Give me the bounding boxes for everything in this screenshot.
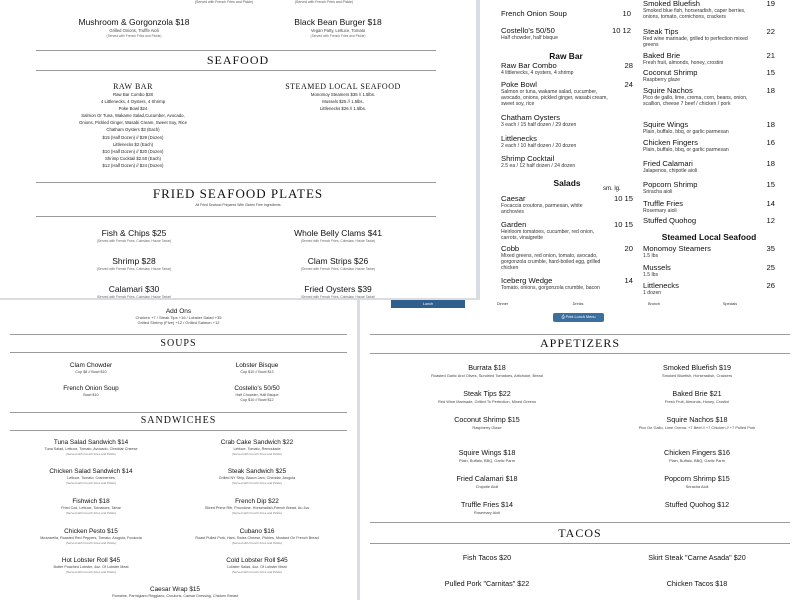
menu-item: Littlenecks 2 each / 10 half dozen / 20 dozen bbox=[501, 134, 577, 149]
menu-item: Truffle Fries 14 Rosemary aioli bbox=[643, 199, 775, 214]
menu-item: Littlenecks 26 1 dozen bbox=[643, 281, 775, 296]
divider bbox=[10, 334, 347, 335]
menu-item: Steak Tips 22 Red wine marinade, grilled to perfection mixed greens bbox=[643, 27, 775, 48]
divider bbox=[370, 334, 790, 335]
menu-item: Squire Nachos 18 Pico de gallo, lime, crema, corn, beans, onion, scallion, cheese 7 beef / chicken / pork bbox=[643, 86, 775, 107]
menu-item: Popcorn Shrimp 15 Sriracha aioli bbox=[643, 180, 775, 195]
menu-panel-printed-menu bbox=[480, 0, 800, 300]
section-title-salads: Salads bbox=[553, 178, 581, 188]
menu-item: Shrimp Cocktail 2.5 ea / 12 half dozen / 24 dozen bbox=[501, 154, 576, 169]
menu-item: Squire Wings $18 Plain, Buffalo, BBQ, Garlic Parm bbox=[458, 448, 516, 463]
salad-sizes: sm. lg. bbox=[603, 186, 621, 192]
print-label: Print Lunch Menu bbox=[565, 315, 596, 319]
section-title-raw-bar: Raw Bar bbox=[549, 51, 583, 61]
menu-item: Steak Sandwich $25 Grilled NY Strip, Bacon Jam, Cheddar, Arugula (Served with French Fries and Pickle) bbox=[218, 468, 296, 485]
divider bbox=[370, 353, 790, 354]
menu-item: Cubano $16 Roast Pulled Pork, Ham, Swiss Cheese, Pickles, Mustard On French Bread (Served with French Fries and Pickle) bbox=[195, 528, 319, 545]
menu-item: Monomoy Steamers 35 1.5 lbs bbox=[643, 244, 775, 259]
menu-item: French Dip $22 Sliced Prime Rib, Provolone, Horseradish,French Bread, Au Jus (Served with French Fries and Pickle) bbox=[204, 498, 310, 515]
menu-item: Fried Oysters $39 (Served with French Fries, Coleslaw, House Tartar) bbox=[300, 284, 376, 298]
menu-item: Iceberg Wedge 14 Tomato, onions, gorgonzola crumble, bacon bbox=[501, 276, 633, 291]
menu-item: Coconut Shrimp 15 Raspberry glaze bbox=[643, 68, 775, 83]
menu-item: Skirt Steak "Carne Asada" $20 bbox=[648, 553, 746, 562]
section-title-soups: SOUPS bbox=[160, 338, 197, 349]
menu-item: Tuna Salad Sandwich $14 Tuna Salad, Lettuce, Tomato, Avocado, Cheddar Cheese (Served with French Fries and Pickle) bbox=[44, 439, 138, 456]
menu-item: Whole Belly Clams $41 (Served with French Fries, Coleslaw, House Tartar) bbox=[294, 228, 382, 243]
section-title-appetizers: APPETIZERS bbox=[539, 336, 620, 350]
menu-item: Chicken Pesto $15 Mozzarella, Roasted Red Peppers, Tomato, Arugula, Focaccia (Served with French Fries and Pickle) bbox=[40, 528, 142, 545]
divider bbox=[36, 50, 436, 51]
menu-item: Fish Tacos $20 bbox=[462, 553, 512, 562]
menu-item: Cold Lobster Roll $45 Lobster Salad, 4oz. Of Lobster Meat (Served with French Fries and Pickle) bbox=[226, 557, 288, 574]
menu-item: Popcorn Shrimp $15 Sriracha Aioli bbox=[664, 474, 730, 489]
serve-note: (Served with French Fries and Pickle) bbox=[294, 0, 354, 4]
fried-note: All Fried Seafood Prepared With Gluten Free Ingredients bbox=[195, 203, 281, 207]
menu-item: Coconut Shrimp $15 Raspberry Glaze bbox=[454, 415, 520, 430]
divider bbox=[370, 543, 790, 544]
divider bbox=[10, 430, 347, 431]
menu-panel-lunch-web bbox=[360, 300, 800, 600]
menu-item: Raw Bar Combo 28 4 littlenecks, 4 oysters, 4 shrimp bbox=[501, 61, 633, 76]
tab-drinks[interactable]: Drinks bbox=[572, 302, 584, 306]
menu-item: Squire Nachos $18 Pico De Gallo, Lime Crema, +7 Beef // +7 Chicken // +7 Pulled Pork bbox=[638, 415, 756, 430]
menu-item: Smoked Bluefish 19 Smoked blue fish, horseradish, caper berries, onions, tomato, cornichons, crackers bbox=[643, 0, 775, 20]
menu-item: Calamari $30 (Served with French Fries, Coleslaw, House Tartar) bbox=[96, 284, 172, 298]
menu-item: Caesar 10 15 Focaccia croutons, parmesan, white anchovies bbox=[501, 194, 633, 215]
section-title-fried-seafood: FRIED SEAFOOD PLATES bbox=[152, 186, 324, 201]
menu-item: Hot Lobster Roll $45 Butter Poached Lobster, 4oz. Of Lobster Meat (Served with French Fries and Pickle) bbox=[53, 557, 129, 574]
section-title-steamed-local-seafood: Steamed Local Seafood bbox=[661, 232, 757, 242]
menu-item: Garden 10 15 Heirloom tomatoes, cucumber, red onion, carrots, vinaigrette bbox=[501, 220, 633, 241]
menu-item: Lobster Bisque Cup $10 // Bowl $13 bbox=[235, 362, 279, 374]
menu-item: Chicken Fingers 16 Plain, buffalo, bbq, or garlic parmesan bbox=[643, 138, 775, 153]
menu-item: Poke Bowl 24 Salmon or tuna, wakame salad, cucumber, avocado, onions, pickled ginger, wasabi cream, sweet soy, rice bbox=[501, 80, 633, 107]
menu-item: Squire Wings 18 Plain, buffalo, bbq, or garlic parmesan bbox=[643, 120, 775, 135]
menu-item: Costello's 50/50 Half Chowder, Half Bisque Cup $10 // Bowl $12 bbox=[234, 385, 280, 402]
add-ons-title: Add Ons bbox=[165, 308, 192, 315]
menu-item: Stuffed Quohog $12 bbox=[664, 500, 730, 509]
menu-item: Crab Cake Sandwich $22 Lettuce, Tomato, Remoulade (Served with French Fries and Pickle) bbox=[220, 439, 294, 456]
menu-item: Burrata $18 Roasted Garlic And Olives, Sundried Tomatoes, Artichoke, Bread bbox=[431, 363, 543, 378]
menu-item: Chicken Fingers $16 Plain, Buffalo, BBQ, Garlic Parm bbox=[664, 448, 730, 463]
divider bbox=[36, 216, 436, 217]
menu-item: Black Bean Burger $18 Vegan Patty, Lettuce, Tomato (Served with French Fries and Pickle) bbox=[294, 17, 382, 38]
menu-item: Baked Brie $21 Fresh Fruit, Almonds, Honey, Crostini bbox=[664, 389, 730, 404]
menu-item: Stuffed Quohog 12 bbox=[643, 216, 775, 225]
print-lunch-menu-button[interactable] bbox=[553, 313, 604, 322]
raw-bar-title: RAW BAR bbox=[113, 82, 153, 91]
menu-item: Truffle Fries $14 Rosemary Aioli bbox=[461, 500, 513, 515]
menu-item: Fishwich $18 Fried Cod, Lettuce, Tomatoes, Tartar (Served with French Fries and Pickle) bbox=[61, 498, 121, 515]
menu-item: Chatham Oysters 3 each / 15 half dozen / 29 dozen bbox=[501, 113, 577, 128]
tab-brunch[interactable]: Brunch bbox=[647, 302, 661, 306]
tab-specials[interactable]: Specials bbox=[722, 302, 738, 306]
section-title-tacos: TACOS bbox=[558, 526, 602, 540]
menu-item: French Onion Soup 10 bbox=[501, 9, 631, 18]
menu-item: Pulled Pork "Carnitas" $22 bbox=[444, 579, 530, 588]
divider bbox=[36, 70, 436, 71]
menu-item: Caesar Wrap $15 Romaine, Parmigiano Reggiano, Croutons, Caesar Dressing, Chicken Breast bbox=[112, 586, 238, 598]
steamed-seafood-block: STEAMED LOCAL SEAFOOD Monomoy Steamers $35 // 1.5lbs. Mussels $25 // 1.5lbs. Littlenecks $26 // 1.5lbs. bbox=[268, 82, 418, 112]
menu-item: Fish & Chips $25 (Served with French Fries, Coleslaw, House Tartar) bbox=[96, 228, 172, 243]
menu-item: Mussels 25 1.5 lbs bbox=[643, 263, 775, 278]
divider bbox=[36, 182, 436, 183]
menu-item: Chicken Salad Sandwich $14 Lettuce, Tomato, Cranberries (Served with French Fries and Pickle) bbox=[49, 468, 133, 485]
steamed-seafood-title: STEAMED LOCAL SEAFOOD bbox=[285, 82, 401, 91]
menu-item: Fried Calamari 18 Jalapenos, chipotle aioli bbox=[643, 159, 775, 174]
menu-item: Steak Tips $22 Red Wine Marinade, Grilled To Perfection, Mixed Greens bbox=[438, 389, 536, 404]
add-ons-block: Add Ons Chicken +7 / Steak Tips +16 / Lobster Salad +35 Grilled Shrimp (Five) +12 / Grilled Salmon +12 bbox=[0, 308, 357, 325]
menu-item: Clam Strips $26 (Served with French Fries, Coleslaw, House Tartar) bbox=[300, 256, 376, 271]
divider bbox=[10, 412, 347, 413]
menu-item: Fried Calamari $18 Chipotle Aioli bbox=[456, 474, 518, 489]
divider bbox=[10, 352, 347, 353]
tab-lunch[interactable]: Lunch bbox=[391, 300, 465, 308]
menu-panel-burgers-seafood bbox=[0, 0, 476, 298]
print-icon: ⎙ bbox=[561, 315, 565, 319]
menu-item: Costello's 50/50 10 12 Half chowder, half bisque bbox=[501, 26, 631, 41]
section-title-sandwiches: SANDWICHES bbox=[140, 415, 217, 426]
raw-bar-block: RAW BAR Raw Bar Combo $28 4 Littlenecks, 4 Oysters, 4 Shrimp Poke Bowl $24 Salmon Or Tuna, Wakame Salad,Cucumber, Avocado, Onions, Pickled Ginger, Wasabi Cream, Sweet Soy, Rice Chatham Oysters $3 (Each) $15 (Half Dozen) // $29 (Dozen) Littlenecks $2 (Each) $10 (Half Dozen) // $20 (Dozen) Shrimp Cocktail $2.50 (Each) $12 (Half Dozen) // $24 (Dozen) bbox=[58, 82, 208, 169]
menu-item: Mushroom & Gorgonzola $18 Grilled Onions, Truffle Aioli (Served with French Fries and Pickle) bbox=[78, 17, 190, 38]
section-title-seafood: SEAFOOD bbox=[206, 53, 270, 67]
menu-item: Clam Chowder Cup $8 // Bowl $10 bbox=[69, 362, 113, 374]
menu-tabs bbox=[391, 300, 800, 309]
menu-item: Chicken Tacos $18 bbox=[666, 579, 728, 588]
menu-item: Smoked Bluefish $19 Smoked Bluefish, Horseradish, Crackers bbox=[661, 363, 733, 378]
menu-panel-soups-sandwiches bbox=[0, 300, 357, 600]
serve-note: (Served with French Fries and Pickle) bbox=[194, 0, 254, 4]
menu-item: Shrimp $28 (Served with French Fries, Coleslaw, House Tartar) bbox=[96, 256, 172, 271]
menu-item: French Onion Soup Bowl $10 bbox=[63, 385, 119, 397]
tab-dinner[interactable]: Dinner bbox=[496, 302, 509, 306]
menu-item: Cobb 20 Mixed greens, red onion, tomato, avocado, gorgonzola crumble, hard-boiled egg, grilled chicken bbox=[501, 244, 633, 271]
menu-item: Baked Brie 21 Fresh fruit, almonds, honey, crostini bbox=[643, 51, 775, 66]
divider bbox=[370, 522, 790, 523]
